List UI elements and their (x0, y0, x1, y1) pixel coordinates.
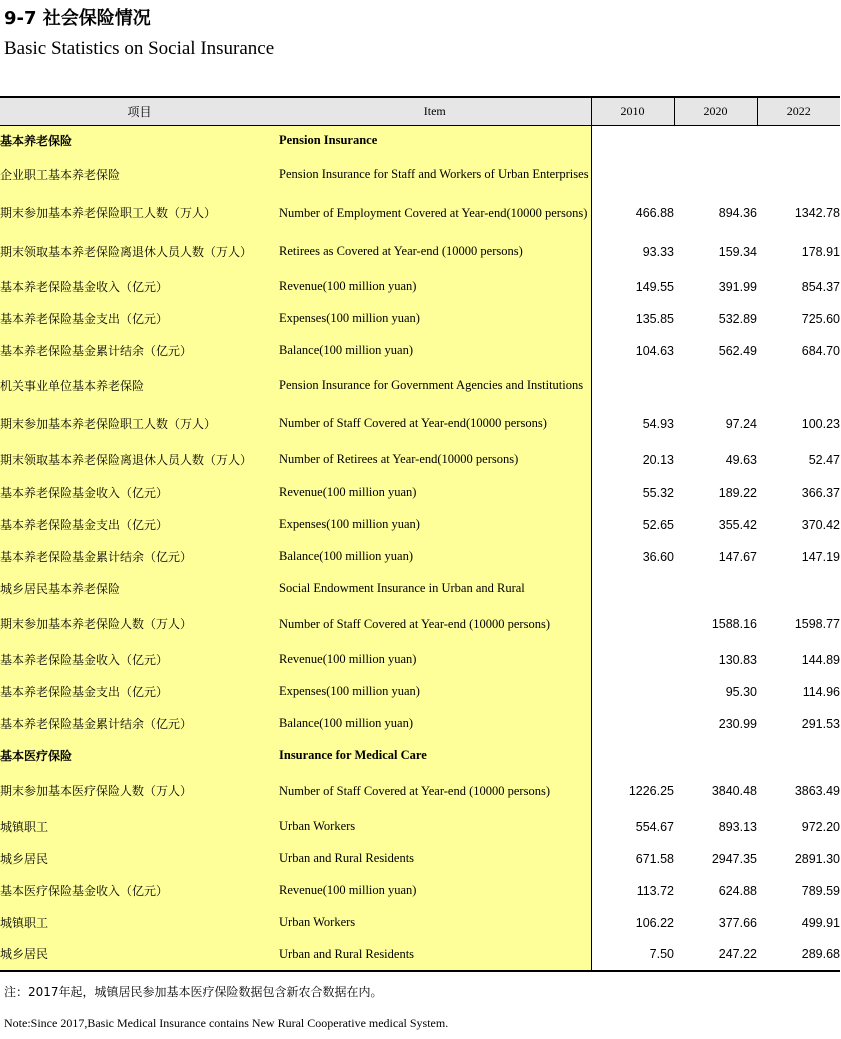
value-2022-cell: 114.96 (802, 684, 840, 699)
value-2010-cell (591, 156, 674, 194)
footnote-cn: 注：2017年起，城镇居民参加基本医疗保险数据包含新农合数据在内。 (4, 985, 383, 999)
value-2010-cell: 1226.25 (628, 784, 674, 798)
value-2022-cell: 289.68 (757, 939, 840, 971)
table-row (0, 541, 840, 573)
item-cn-cell: 企业职工基本养老保险 (0, 156, 279, 194)
item-cn-cell: 基本养老保险基金支出（亿元） (0, 303, 279, 335)
value-2010-cell: 554.67 (635, 819, 674, 834)
table-row (0, 573, 840, 605)
value-2020-cell: 894.36 (718, 206, 757, 220)
item-cn-cell: 期末参加基本养老保险职工人数（万人） (0, 405, 279, 443)
value-2022-cell: 1598.77 (794, 617, 840, 631)
value-2010-cell (591, 126, 674, 156)
item-en-cell: Balance(100 million yuan) (279, 708, 591, 740)
item-en-cell: Pension Insurance for Government Agencies and Institutions (279, 367, 591, 405)
item-cn-cell: 基本养老保险 (0, 126, 279, 156)
value-2020-cell (674, 573, 757, 605)
table-row (0, 156, 840, 194)
table-row (0, 233, 840, 271)
item-en-cell: Urban and Rural Residents (279, 843, 591, 875)
item-cn-cell: 城镇职工 (0, 811, 279, 843)
item-cn-cell: 基本养老保险基金收入（亿元） (0, 477, 279, 509)
value-2010-cell (591, 573, 674, 605)
value-2010-cell (591, 676, 674, 708)
item-en-cell: Revenue(100 million yuan) (279, 644, 591, 676)
value-2010-cell: 135.85 (635, 311, 674, 326)
table-row (0, 605, 840, 644)
table-row (0, 126, 840, 156)
item-cn-cell: 基本医疗保险 (0, 740, 279, 772)
table-row (0, 509, 840, 541)
item-en-cell: Retirees as Covered at Year-end (10000 persons) (279, 233, 591, 271)
value-2020-cell: 377.66 (718, 915, 757, 930)
value-2010-cell: 93.33 (642, 244, 674, 259)
table-row (0, 907, 840, 939)
table-row (0, 194, 840, 233)
value-2010-cell: 466.88 (635, 206, 674, 220)
table-row (0, 939, 840, 971)
item-cn-cell: 基本养老保险基金支出（亿元） (0, 509, 279, 541)
item-cn-cell: 基本养老保险基金累计结余（亿元） (0, 541, 279, 573)
value-2020-cell: 230.99 (718, 716, 757, 731)
value-2010-cell: 52.65 (642, 517, 674, 532)
value-2020-cell: 562.49 (718, 343, 757, 358)
value-2020-cell: 624.88 (718, 883, 757, 898)
value-2020-cell (674, 367, 757, 405)
header-item-cn: 项目 (0, 97, 279, 126)
value-2010-cell: 671.58 (635, 851, 674, 866)
table-row (0, 443, 840, 477)
value-2010-cell: 106.22 (635, 915, 674, 930)
item-en-cell: Number of Retirees at Year-end(10000 persons) (279, 443, 591, 477)
table-row (0, 335, 840, 367)
table-header-row (0, 97, 840, 126)
item-cn-cell: 基本养老保险基金收入（亿元） (0, 271, 279, 303)
table-row (0, 477, 840, 509)
header-year-2020: 2020 (674, 97, 757, 126)
header-year-2010: 2010 (591, 97, 674, 126)
value-2022-cell: 499.91 (801, 915, 840, 930)
value-2010-cell: 104.63 (635, 343, 674, 358)
value-2022-cell: 725.60 (801, 311, 840, 326)
value-2022-cell: 2891.30 (794, 851, 840, 866)
value-2010-cell: 7.50 (591, 939, 674, 971)
value-2020-cell: 355.42 (718, 517, 757, 532)
value-2020-cell (674, 740, 757, 772)
item-en-cell: Number of Employment Covered at Year-end(10000 persons) (279, 194, 591, 233)
table-body (0, 126, 840, 971)
item-en-cell: Pension Insurance for Staff and Workers of Urban Enterprises (279, 156, 591, 194)
value-2020-cell: 189.22 (718, 485, 757, 500)
item-en-cell: Urban and Rural Residents (279, 939, 591, 971)
item-cn-cell: 基本养老保险基金支出（亿元） (0, 676, 279, 708)
value-2010-cell (591, 740, 674, 772)
value-2022-cell: 370.42 (801, 517, 840, 532)
table-row (0, 676, 840, 708)
value-2020-cell: 2947.35 (711, 851, 757, 866)
item-cn-cell: 基本医疗保险基金收入（亿元） (0, 875, 279, 907)
value-2020-cell: 147.67 (718, 549, 757, 564)
value-2020-cell: 3840.48 (711, 784, 757, 798)
item-en-cell: Pension Insurance (279, 126, 591, 156)
value-2022-cell: 789.59 (801, 883, 840, 898)
item-cn-cell: 城乡居民 (0, 843, 279, 875)
value-2022-cell: 854.37 (801, 279, 840, 294)
value-2020-cell: 391.99 (718, 279, 757, 294)
value-2022-cell: 52.47 (808, 452, 840, 467)
value-2022-cell: 291.53 (801, 716, 840, 731)
item-cn-cell: 基本养老保险基金累计结余（亿元） (0, 708, 279, 740)
item-en-cell: Number of Staff Covered at Year-end (10000 persons) (279, 772, 591, 811)
value-2010-cell: 113.72 (636, 883, 674, 898)
value-2022-cell (757, 126, 840, 156)
page-title-cn: 9-7 社会保险情况 (4, 8, 151, 29)
header-item-en: Item (279, 97, 591, 126)
value-2022-cell: 144.89 (801, 652, 840, 667)
table-row (0, 303, 840, 335)
value-2010-cell (591, 708, 674, 740)
item-en-cell: Expenses(100 million yuan) (279, 303, 591, 335)
value-2010-cell (591, 644, 674, 676)
item-en-cell: Revenue(100 million yuan) (279, 875, 591, 907)
value-2022-cell (757, 740, 840, 772)
value-2022-cell: 684.70 (801, 343, 840, 358)
item-en-cell: Expenses(100 million yuan) (279, 509, 591, 541)
item-en-cell: Urban Workers (279, 811, 591, 843)
value-2022-cell: 3863.49 (794, 784, 840, 798)
item-cn-cell: 城镇职工 (0, 907, 279, 939)
table-row (0, 843, 840, 875)
table-row (0, 367, 840, 405)
item-cn-cell: 期末参加基本养老保险人数（万人） (0, 605, 279, 644)
item-en-cell: Expenses(100 million yuan) (279, 676, 591, 708)
item-cn-cell: 机关事业单位基本养老保险 (0, 367, 279, 405)
item-cn-cell: 城乡居民基本养老保险 (0, 573, 279, 605)
value-2010-cell (591, 367, 674, 405)
item-cn-cell: 期末参加基本养老保险职工人数（万人） (0, 194, 279, 233)
value-2020-cell: 532.89 (718, 311, 757, 326)
footnote-en: Note:Since 2017,Basic Medical Insurance contains New Rural Cooperative medical System. (4, 1016, 449, 1030)
item-en-cell: Balance(100 million yuan) (279, 541, 591, 573)
value-2020-cell (674, 156, 757, 194)
value-2022-cell: 178.91 (801, 244, 840, 259)
value-2010-cell: 149.55 (635, 279, 674, 294)
item-en-cell: Number of Staff Covered at Year-end(10000 persons) (279, 405, 591, 443)
value-2020-cell: 159.34 (718, 244, 757, 259)
value-2022-cell (757, 367, 840, 405)
value-2022-cell: 972.20 (801, 819, 840, 834)
item-en-cell: Insurance for Medical Care (279, 740, 591, 772)
table-row (0, 875, 840, 907)
item-cn-cell: 期末参加基本医疗保险人数（万人） (0, 772, 279, 811)
value-2022-cell: 366.37 (801, 485, 840, 500)
table-row (0, 772, 840, 811)
table-row (0, 271, 840, 303)
value-2010-cell: 55.32 (642, 485, 674, 500)
value-2022-cell (757, 156, 840, 194)
table-row (0, 405, 840, 443)
item-cn-cell: 期末领取基本养老保险离退休人员人数（万人） (0, 233, 279, 271)
item-cn-cell: 基本养老保险基金收入（亿元） (0, 644, 279, 676)
value-2020-cell: 247.22 (674, 939, 757, 971)
table-row (0, 811, 840, 843)
item-en-cell: Urban Workers (279, 907, 591, 939)
table-row (0, 644, 840, 676)
value-2010-cell (591, 605, 674, 644)
item-en-cell: Revenue(100 million yuan) (279, 271, 591, 303)
value-2022-cell (757, 573, 840, 605)
header-year-2022: 2022 (757, 97, 840, 126)
item-en-cell: Social Endowment Insurance in Urban and Rural (279, 573, 591, 605)
item-en-cell: Balance(100 million yuan) (279, 335, 591, 367)
value-2022-cell: 1342.78 (794, 206, 840, 220)
item-cn-cell: 期末领取基本养老保险离退休人员人数（万人） (0, 443, 279, 477)
value-2020-cell: 130.83 (718, 652, 757, 667)
value-2020-cell: 893.13 (718, 819, 757, 834)
value-2022-cell: 100.23 (801, 416, 840, 431)
item-cn-cell: 城乡居民 (0, 939, 279, 971)
value-2022-cell: 147.19 (801, 549, 840, 564)
item-en-cell: Number of Staff Covered at Year-end (10000 persons) (279, 605, 591, 644)
value-2010-cell: 20.13 (642, 452, 674, 467)
table-row (0, 740, 840, 772)
value-2020-cell: 1588.16 (711, 617, 757, 631)
page-title-en: Basic Statistics on Social Insurance (4, 38, 275, 59)
value-2010-cell: 36.60 (642, 549, 674, 564)
value-2020-cell: 97.24 (725, 416, 757, 431)
value-2020-cell: 49.63 (725, 452, 757, 467)
item-en-cell: Revenue(100 million yuan) (279, 477, 591, 509)
value-2020-cell (674, 126, 757, 156)
value-2010-cell: 54.93 (642, 416, 674, 431)
social-insurance-table (0, 96, 840, 972)
table-row (0, 708, 840, 740)
item-cn-cell: 基本养老保险基金累计结余（亿元） (0, 335, 279, 367)
value-2020-cell: 95.30 (725, 684, 757, 699)
